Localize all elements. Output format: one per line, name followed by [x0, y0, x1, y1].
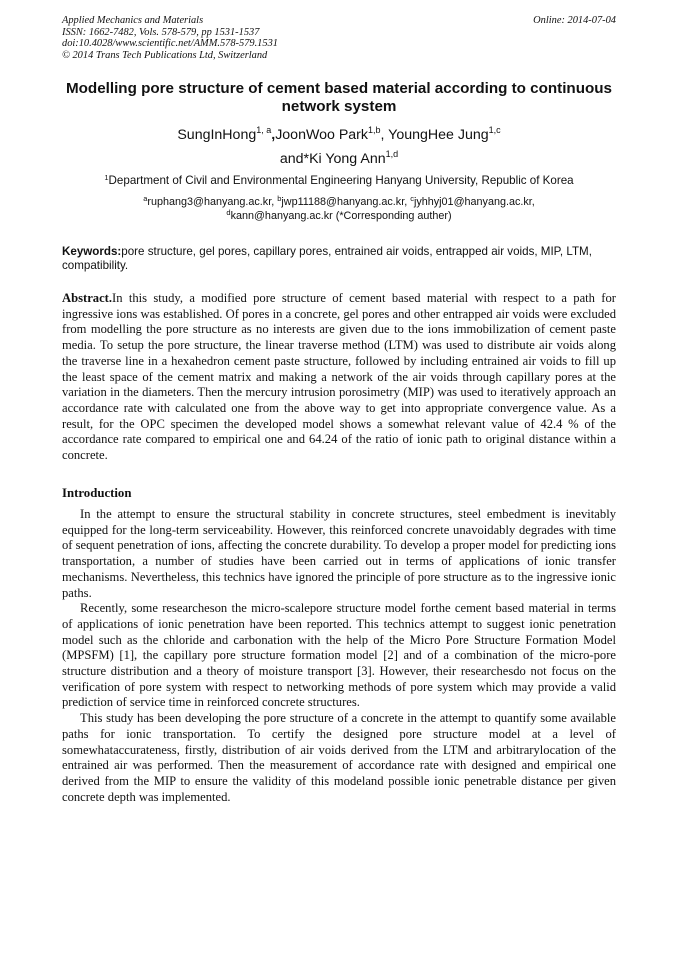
author-affil-marker: 1,c	[488, 125, 501, 135]
email: kann@hanyang.ac.kr (*Corresponding auther)	[230, 209, 452, 222]
author-name: SungInHong	[177, 127, 257, 143]
abstract-text: In this study, a modified pore structure of cement based material with respect to a path for ingressive ions was established. Of pores in a concrete, gel pores and other entrapped air voids were excluded from modelling the pore structure as no interests are given due to the ions immobilization of cement paste media. To setup the pore structure, the linear traverse method (LTM) was used to distribute air voids along the traverse line in a hexahedron cement paste structure, followed by including entrained air voids to fill up the least space of the cement matrix and making a network of the air voids through capillary pores at the variation in the diameters. Then the mercury intrusion porosimetry (MIP) was used to iteratively approach an accordance rate with calculated one from the above way to get into appropriate convergence value. As a result, for the OPC specimen the developed model shows a somewhat relevant value of 42.4 % of the accordance rate compared to empirical one and 64.24 of the ratio of ionic path to original distance within a concrete.	[62, 291, 616, 463]
paragraph: In the attempt to ensure the structural stability in concrete structures, steel embedment is inevitably equipped for the long-term serviceability. However, this reinforced concrete unavoidably degrades with time of sequent penetration of ions, affecting the concrete durability. To develop a proper model for predicting ions transportation, a number of studies have been carried out in terms of applications of ionic transfer mechanisms. Nevertheless, this technics have ignored the principle of pore structure as to the ingressive ionic paths.	[62, 507, 616, 600]
issn-line: ISSN: 1662-7482, Vols. 578-579, pp 1531-1537	[62, 26, 260, 38]
email-marker: b	[277, 194, 282, 203]
author-name: YoungHee Jung	[388, 127, 489, 143]
journal-name: Applied Mechanics and Materials	[62, 15, 204, 26]
section-heading: Introduction	[62, 486, 132, 500]
keywords	[62, 245, 616, 274]
email: jwp11188@hanyang.ac.kr,	[281, 196, 411, 208]
author-list	[62, 123, 616, 171]
email-marker: d	[226, 207, 231, 217]
paper-title: Modelling pore structure of cement based material according to continuous network system	[66, 80, 612, 115]
author-affil-marker: 1,d	[385, 149, 399, 159]
journal-header	[62, 15, 278, 61]
introduction-body	[62, 507, 616, 805]
keywords-text: pore structure, gel pores, capillary pores, entrained air voids, entrapped air voids, MIP, LTM, compatibility.	[62, 245, 592, 273]
doi-line: doi:10.4028/www.scientific.net/AMM.578-579.1531	[62, 38, 278, 50]
affiliation-marker: 1	[104, 173, 109, 182]
affiliation	[62, 174, 616, 188]
email-marker: a	[143, 194, 148, 203]
keywords-label: Keywords:	[62, 245, 122, 258]
author-affil-marker: 1,b	[368, 125, 381, 135]
author-emails	[62, 196, 616, 223]
author-separator: ,	[271, 127, 276, 143]
email: jyhhyj01@hanyang.ac.kr,	[413, 196, 535, 208]
author-separator: ,	[380, 127, 389, 143]
author-name: JoonWoo Park	[275, 127, 368, 143]
affiliation-text: Department of Civil and Environmental Engineering Hanyang University, Republic of Korea	[108, 174, 574, 187]
abstract	[62, 291, 616, 464]
paragraph: This study has been developing the pore structure of a concrete in the attempt to quantify some available paths for ionic transportation. To certify the designed pore structure model at a level of somewhataccurateness, firstly, distribution of air voids derived from the LTM and arbitrarylocation of the entrained air was performed. Then the measurement of accordance rate with designed and empirical one derived from the MIP to ensure the validity of this modeland possible ionic penetrable distance per given concrete depth was implemented.	[62, 711, 616, 804]
email: ruphang3@hanyang.ac.kr,	[147, 196, 278, 208]
author-affil-marker: 1, a	[256, 125, 272, 135]
email-marker: c	[410, 194, 414, 203]
author-name: and*Ki Yong Ann	[279, 151, 386, 167]
abstract-label: Abstract.	[62, 291, 113, 305]
copyright-line: © 2014 Trans Tech Publications Ltd, Switzerland	[62, 49, 268, 61]
online-date: Online: 2014-07-04	[533, 15, 616, 26]
paragraph: Recently, some researcheson the micro-scalepore structure model forthe cement based material in terms of applications of ionic penetration have been reported. This technics attempt to suggest ionic penetration model such as the chloride and carbonation with the help of the Micro Pore Structure Formation Model (MPSFM) [1], the capillary pore structure formation model [2] and of a combination of the micro-pore structure distribution and a theory of moisture transport [3]. However, their researchesdo not focus on the verification of pore system with respect to networking methods of pore system which may provide a valid prediction of service time in reinforced concrete structures.	[62, 601, 616, 710]
